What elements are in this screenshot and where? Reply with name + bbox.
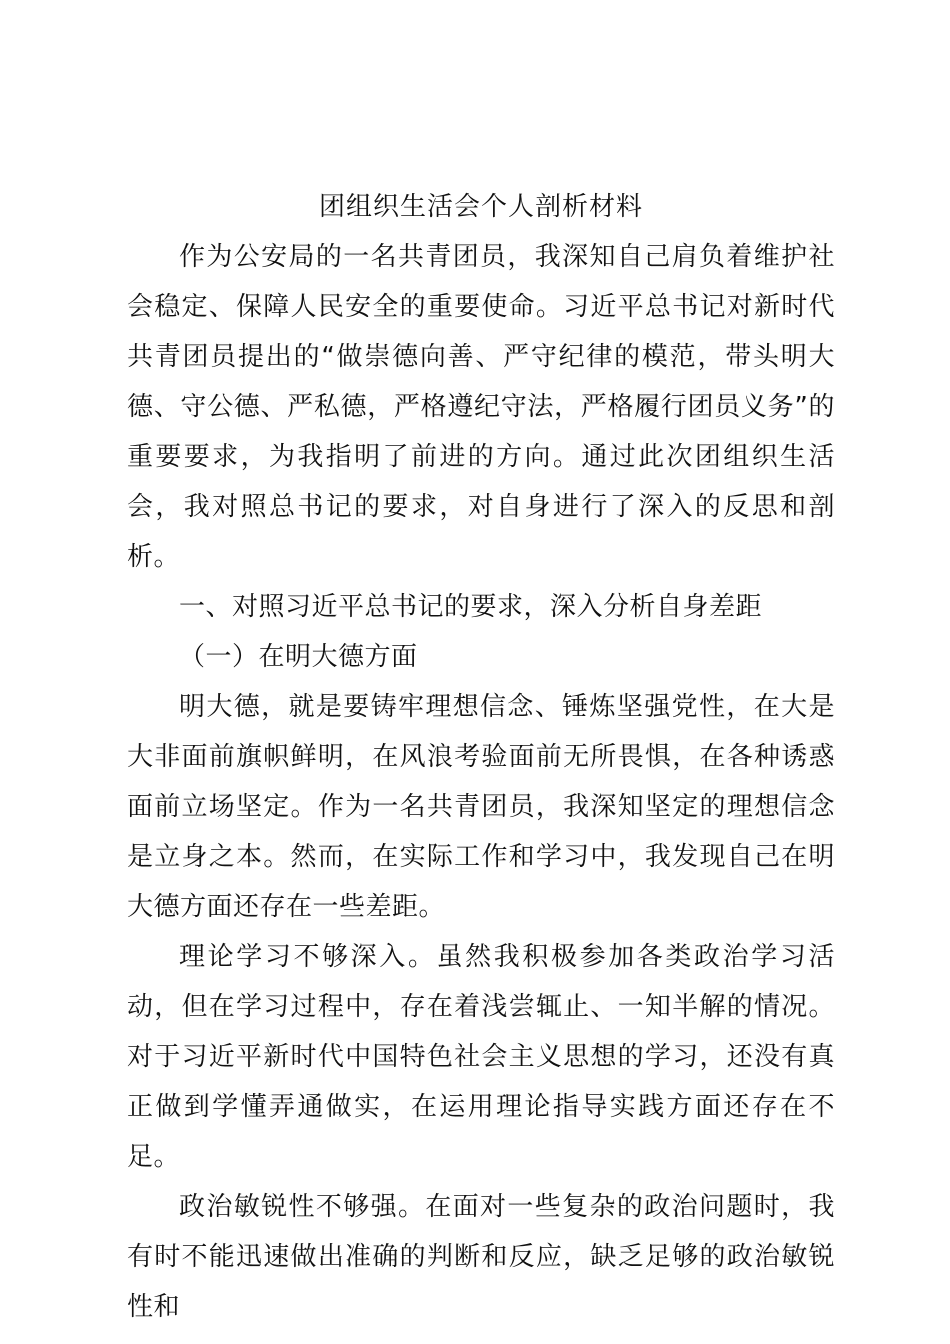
document-body [127,182,835,1332]
section-heading-1: 一、对照习近平总书记的要求，深入分析自身差距 [179,592,763,622]
intro-paragraph: 作为公安局的一名共青团员，我深知自己肩负着维护社会稳定、保障人民安全的重要使命。习近平总书记对新时代共青团员提出的“做崇德向善、严守纪律的模范，带头明大德、守公德、严私德，严格遵纪守法，严格履行团员义务”的重要要求，为我指明了前进的方向。通过此次团组织生活会，我对照总书记的要求，对自身进行了深入的反思和剖析。 [127,242,835,572]
body-paragraph-3: 政治敏锐性不够强。在面对一些复杂的政治问题时，我有时不能迅速做出准确的判断和反应，缺乏足够的政治敏锐性和 [127,1192,835,1322]
subsection-heading-1: （一）在明大德方面 [179,642,418,672]
body-paragraph-2: 理论学习不够深入。虽然我积极参加各类政治学习活动，但在学习过程中，存在着浅尝辄止、一知半解的情况。对于习近平新时代中国特色社会主义思想的学习，还没有真正做到学懂弄通做实，在运用理论指导实践方面还存在不足。 [127,942,835,1172]
document-title: 团组织生活会个人剖析材料 [318,192,643,222]
body-paragraph-1: 明大德，就是要铸牢理想信念、锤炼坚强党性，在大是大非面前旗帜鲜明，在风浪考验面前无所畏惧，在各种诱惑面前立场坚定。作为一名共青团员，我深知坚定的理想信念是立身之本。然而，在实际工作和学习中，我发现自己在明大德方面还存在一些差距。 [127,692,835,922]
